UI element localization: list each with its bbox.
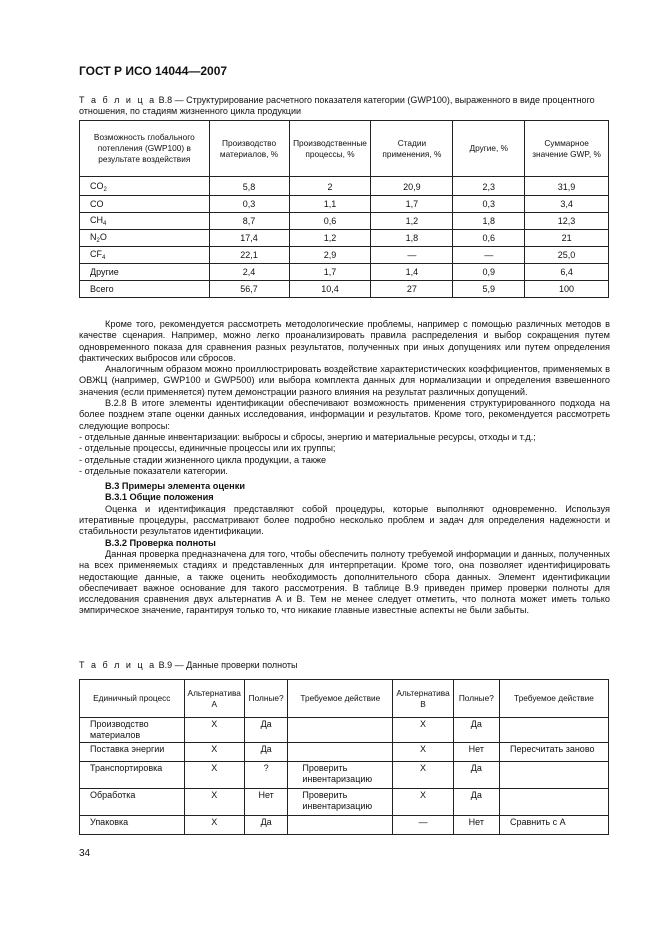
table-row [80,762,609,789]
table-cell: 0,6 [289,213,371,230]
table-b8 [79,120,609,298]
table-cell: 0,9 [453,264,525,281]
table-cell: 20,9 [371,177,453,196]
table-cell: $CF_4$ [80,247,210,264]
paragraph: Данная проверка предназначена для того, чтобы обеспечить полноту требуемой информации и данных, полученных на всех применяемых стадиях и представленных для интерпретации. Кроме того, она позволяет идентифицировать недостающие данные, а также оценить необходимость дополнительного сбора данных. Элемент идентификации обеспечивает важное основание для такого рассмотрения. В таблице В.9 приведен пример проверки полноты для исследования сравнения двух альтернатив А и В. Тем не менее следует отметить, что полнота может иметь только эмпирическое значение, гарантируя только то, что никакие главные известные аспекты не были забыты. [79,548,610,616]
table-cell: Да [453,718,499,743]
table-b9-header-cell: Альтернатива А [184,680,244,718]
table-cell: X [184,789,244,816]
table-cell: 0,6 [453,230,525,247]
table-cell: — [371,247,453,264]
table-cell: 1,8 [453,213,525,230]
table-cell: X [393,789,453,816]
table-cell: $N_2O$ [80,230,210,247]
table-cell: 56,7 [209,281,289,298]
table-cell [499,789,608,816]
table-cell: Да [244,718,287,743]
table-cell: X [184,743,244,762]
table-b8-header-cell: Производство материалов, % [209,121,289,177]
table-cell: 0,3 [209,196,289,213]
table-cell: Проверить инвентаризацию [288,789,393,816]
table-cell: Нет [453,816,499,835]
table-cell: 5,9 [453,281,525,298]
table-cell: 8,7 [209,213,289,230]
table-cell: X [184,718,244,743]
table-b8-header-cell: Стадии применения, % [371,121,453,177]
table-cell: Сравнить с А [499,816,608,835]
table-cell: Пересчитать заново [499,743,608,762]
table-row [80,213,609,230]
table-cell: Другие [80,264,210,281]
table-b8-caption [79,95,609,117]
table-cell: 10,4 [289,281,371,298]
paragraph: Оценка и идентификация представляют собой процедуры, которые выполняют одновременно. Используя итеративные процедуры, рассматривают более подробно несколько проблем и задач для определения надежности и стабильности результатов идентификации. [79,503,610,537]
table-cell: 1,8 [371,230,453,247]
table-cell: 3,4 [525,196,609,213]
table-cell: 1,1 [289,196,371,213]
table-cell: 21 [525,230,609,247]
table-cell: $CO_2$ [80,177,210,196]
table-row [80,816,609,835]
table-cell [499,762,608,789]
table-cell [288,816,393,835]
table-cell: 0,3 [453,196,525,213]
table-cell: Производство материалов [80,718,185,743]
table-cell: Проверить инвентаризацию [288,762,393,789]
table-row [80,718,609,743]
table-cell: Нет [453,743,499,762]
table-b9-caption-text: В.9 — Данные проверки полноты [158,660,298,670]
table-cell [288,718,393,743]
table-b9-header-cell: Полные? [244,680,287,718]
table-cell: Да [453,762,499,789]
table-b8-header-cell: Другие, % [453,121,525,177]
table-cell: X [184,816,244,835]
table-b9-header-cell: Требуемое действие [288,680,393,718]
table-cell: 100 [525,281,609,298]
list-item: - отдельные процессы, единичные процессы или их группы; [79,443,336,454]
table-cell: — [453,247,525,264]
table-row [80,264,609,281]
table-cell: 1,4 [371,264,453,281]
table-cell: 1,2 [289,230,371,247]
table-cell: ? [244,762,287,789]
table-cell: Да [244,743,287,762]
table-cell: — [393,816,453,835]
table-b8-caption-prefix: Т а б л и ц а [79,95,157,105]
table-cell: 1,2 [371,213,453,230]
table-cell: 1,7 [371,196,453,213]
table-row [80,196,609,213]
table-cell: 25,0 [525,247,609,264]
table-cell: 22,1 [209,247,289,264]
table-cell: Нет [244,789,287,816]
table-row [80,743,609,762]
table-row [80,789,609,816]
table-row [80,177,609,196]
list-item: - отдельные стадии жизненного цикла продукции, а также [79,454,327,465]
table-cell: 27 [371,281,453,298]
table-b8-header-cell: Суммарное значение GWP, % [525,121,609,177]
standard-header: ГОСТ Р ИСО 14044—2007 [79,64,228,78]
table-cell: X [393,762,453,789]
paragraph: Аналогичным образом можно проиллюстрировать воздействие характеристических коэффициентов, применяемых в ОВЖЦ (например, GWP100 и GWP500) или выбора комплекта данных для нормализации и определения взвешенного значения (если применяется) путем демонстрации разного влияния на результат различных допущений. [79,364,610,397]
table-b8-caption-text: В.8 — Структурирование расчетного показателя категории (GWP100), выраженного в виде процентного отношения, по стадиям жизненного цикла продукции [79,95,595,116]
table-cell: Да [244,816,287,835]
table-cell: Обработка [80,789,185,816]
table-cell: Упаковка [80,816,185,835]
table-b8-header-row [80,121,609,177]
table-cell [499,718,608,743]
table-cell: 5,8 [209,177,289,196]
table-cell: Поставка энергии [80,743,185,762]
table-cell: 1,7 [289,264,371,281]
table-row [80,247,609,264]
table-cell: CO [80,196,210,213]
table-b9-header-cell: Полные? [453,680,499,718]
table-cell: 17,4 [209,230,289,247]
table-cell: Да [453,789,499,816]
table-cell: 2,3 [453,177,525,196]
table-row [80,230,609,247]
list-item: - отдельные данные инвентаризации: выбросы и сбросы, энергию и материальные ресурсы, отходы и т.д.; [79,431,536,442]
table-cell: Транспортировка [80,762,185,789]
subsection-heading: В.3.1 Общие положения [105,492,214,503]
table-b8-header-cell: Возможность глобального потепления (GWP100) в результате воздействия [80,121,210,177]
table-cell: 31,9 [525,177,609,196]
table-cell [288,743,393,762]
table-cell: 2 [289,177,371,196]
table-cell: 2,9 [289,247,371,264]
table-cell: X [393,718,453,743]
table-b8-header-cell: Производственные процессы, % [289,121,371,177]
table-b9 [79,679,609,835]
body-text [79,319,610,617]
table-row [80,281,609,298]
table-cell: X [184,762,244,789]
paragraph: Кроме того, рекомендуется рассмотреть методологические проблемы, например с помощью различных методов в качестве сценария. Например, можно легко проанализировать правила распределения и выбор сокращения путем одновременного показа для сравнения разных результатов, полученных при иных допущениях или путем определения фактических выбросов или сбросов. [79,319,610,363]
table-cell: 6,4 [525,264,609,281]
section-heading: В.3 Примеры элемента оценки [105,481,245,492]
table-cell: 2,4 [209,264,289,281]
table-b9-header-cell: Требуемое действие [499,680,608,718]
page-number: 34 [79,848,91,859]
table-cell: Всего [80,281,210,298]
paragraph: В.2.8 В итоге элементы идентификации обеспечивают возможность применения структурированного подхода на более позднем этапе оценки данных исследования, информации и результатов. Кроме того, рекомендуется рассмотреть следующие вопросы: [79,398,610,431]
table-cell: $CH_4$ [80,213,210,230]
table-cell: X [393,743,453,762]
table-cell: 12,3 [525,213,609,230]
subsection-heading: В.3.2 Проверка полноты [105,537,216,548]
table-b9-header-row [80,680,609,718]
table-b9-caption [79,660,609,671]
list-item: - отдельные показатели категории. [79,465,228,476]
table-b9-header-cell: Альтернатива В [393,680,453,718]
table-b9-header-cell: Единичный процесс [80,680,185,718]
table-b9-caption-prefix: Т а б л и ц а [79,660,157,670]
